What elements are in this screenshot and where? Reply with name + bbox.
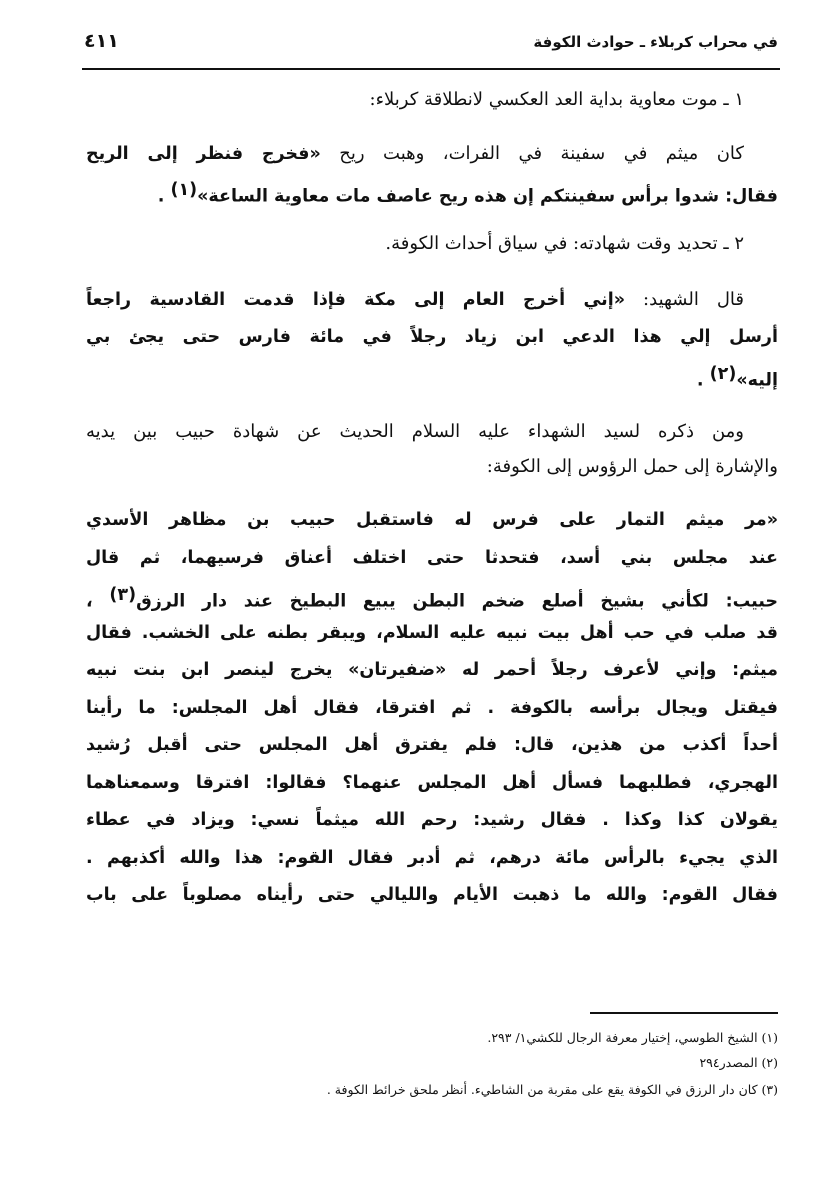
line-regular-text: كان ميثم في سفينة في الفرات، وهبت ريح (320, 143, 744, 164)
line-trailing-punct: ، (86, 591, 110, 612)
footnote-item: (١) الشيخ الطوسي، إختيار معرفة الرجال للكشي١/ ٢٩٣. (487, 1030, 778, 1045)
header-rule (82, 68, 780, 70)
line-trailing-punct: . (696, 370, 710, 391)
line-bold-text: فقال: شدوا برأس سفينتكم إن هذه ريح عاصف مات معاوية الساعة» (197, 186, 778, 207)
line-bold-text: قد صلب في حب أهل بيت نبيه عليه السلام، ويبقر بطنه على الخشب. فقال (86, 622, 778, 643)
line-bold-text: إليه» (736, 370, 778, 391)
line-bold-text: «إني أخرج العام إلى مكة فإذا قدمت القادسية راجعاً (86, 290, 626, 310)
line-regular-text: قال الشهيد: (625, 289, 744, 310)
line-bold-text: أحداً أكذب من هذين، قال: فلم يفترق أهل المجلس حتى أقبل رُشيد (86, 735, 778, 755)
text-line (86, 618, 778, 650)
text-line (86, 730, 778, 762)
line-bold-text: أرسل إلي هذا الدعي ابن زياد رجلاً في مائة فارس حتى يجئ بي (86, 327, 778, 347)
line-bold-text: «مر ميثم التمار على فرس له فاستقبل حبيب بن مظاهر الأسدي (86, 510, 778, 530)
line-bold-text: «فخرج فنظر إلى الريح (86, 144, 321, 164)
text-line (86, 175, 778, 207)
text-line (86, 139, 778, 171)
footnote-item: (٣) كان دار الرزق في الكوفة يقع على مقربة من الشاطيء. أنظر ملحق خرائط الكوفة . (326, 1082, 778, 1097)
text-line (86, 768, 778, 800)
line-bold-text: فيقتل ويجال برأسه بالكوفة . ثم افترقا، فقال أهل المجلس: ما رأينا (86, 697, 778, 718)
text-line (86, 505, 778, 537)
line-bold-text: الذي يجيء بالرأس مائة درهم، ثم أدبر فقال القوم: هذا والله أكذبهم . (86, 847, 778, 868)
text-line (86, 580, 778, 612)
line-bold-text: عند مجلس بني أسد، فتحدثا حتى اختلف أعناق فرسيهما، ثم قال (86, 547, 778, 568)
line-bold-text: ميثم: وإني لأعرف رجلاً أحمر له «ضفيرتان» يخرج لينصر ابن بنت نبيه (86, 660, 778, 680)
text-line: ومن ذكره لسيد الشهداء عليه السلام الحديث عن شهادة حبيب بين يديه (86, 421, 744, 442)
text-line (86, 285, 778, 317)
line-bold-text: يقولان كذا وكذا . فقال رشيد: رحم الله ميثماً نسي: ويزاد في عطاء (86, 810, 778, 830)
running-header-title: في محراب كربلاء ـ حوادث الكوفة (533, 33, 778, 51)
line-bold-text: حبيب: لكأني بشيخ أصلع ضخم البطن يبيع البطيخ عند دار الرزق (136, 591, 778, 612)
text-line (86, 655, 778, 687)
text-line (86, 359, 778, 391)
text-line (86, 880, 778, 912)
line-trailing-punct: . (157, 186, 171, 207)
text-line: والإشارة إلى حمل الرؤوس إلى الكوفة: (486, 456, 778, 477)
footnote-marker: (٣) (109, 585, 137, 605)
footnote-marker: (٢) (709, 364, 737, 384)
text-line (86, 805, 778, 837)
footnote-item: (٢) المصدر٢٩٤ (699, 1055, 778, 1070)
footnote-marker: (١) (170, 180, 198, 200)
text-line (86, 693, 778, 725)
page-number: ٤١١ (84, 30, 119, 52)
text-line (86, 322, 778, 354)
footnote-rule (590, 1012, 778, 1014)
text-line (86, 843, 778, 875)
section-heading-1: ١ ـ موت معاوية بداية العد العكسي لانطلاقة كربلاء: (369, 89, 744, 110)
text-line (86, 543, 778, 575)
section-heading-2: ٢ ـ تحديد وقت شهادته: في سياق أحداث الكوفة. (385, 233, 744, 254)
line-bold-text: فقال القوم: والله ما ذهبت الأيام والليالي حتى رأيناه مصلوباً على باب (86, 885, 778, 905)
line-bold-text: الهجري، فطلبهما فسأل أهل المجلس عنهما؟ فقالوا: افترقا وسمعناهما (86, 772, 778, 793)
